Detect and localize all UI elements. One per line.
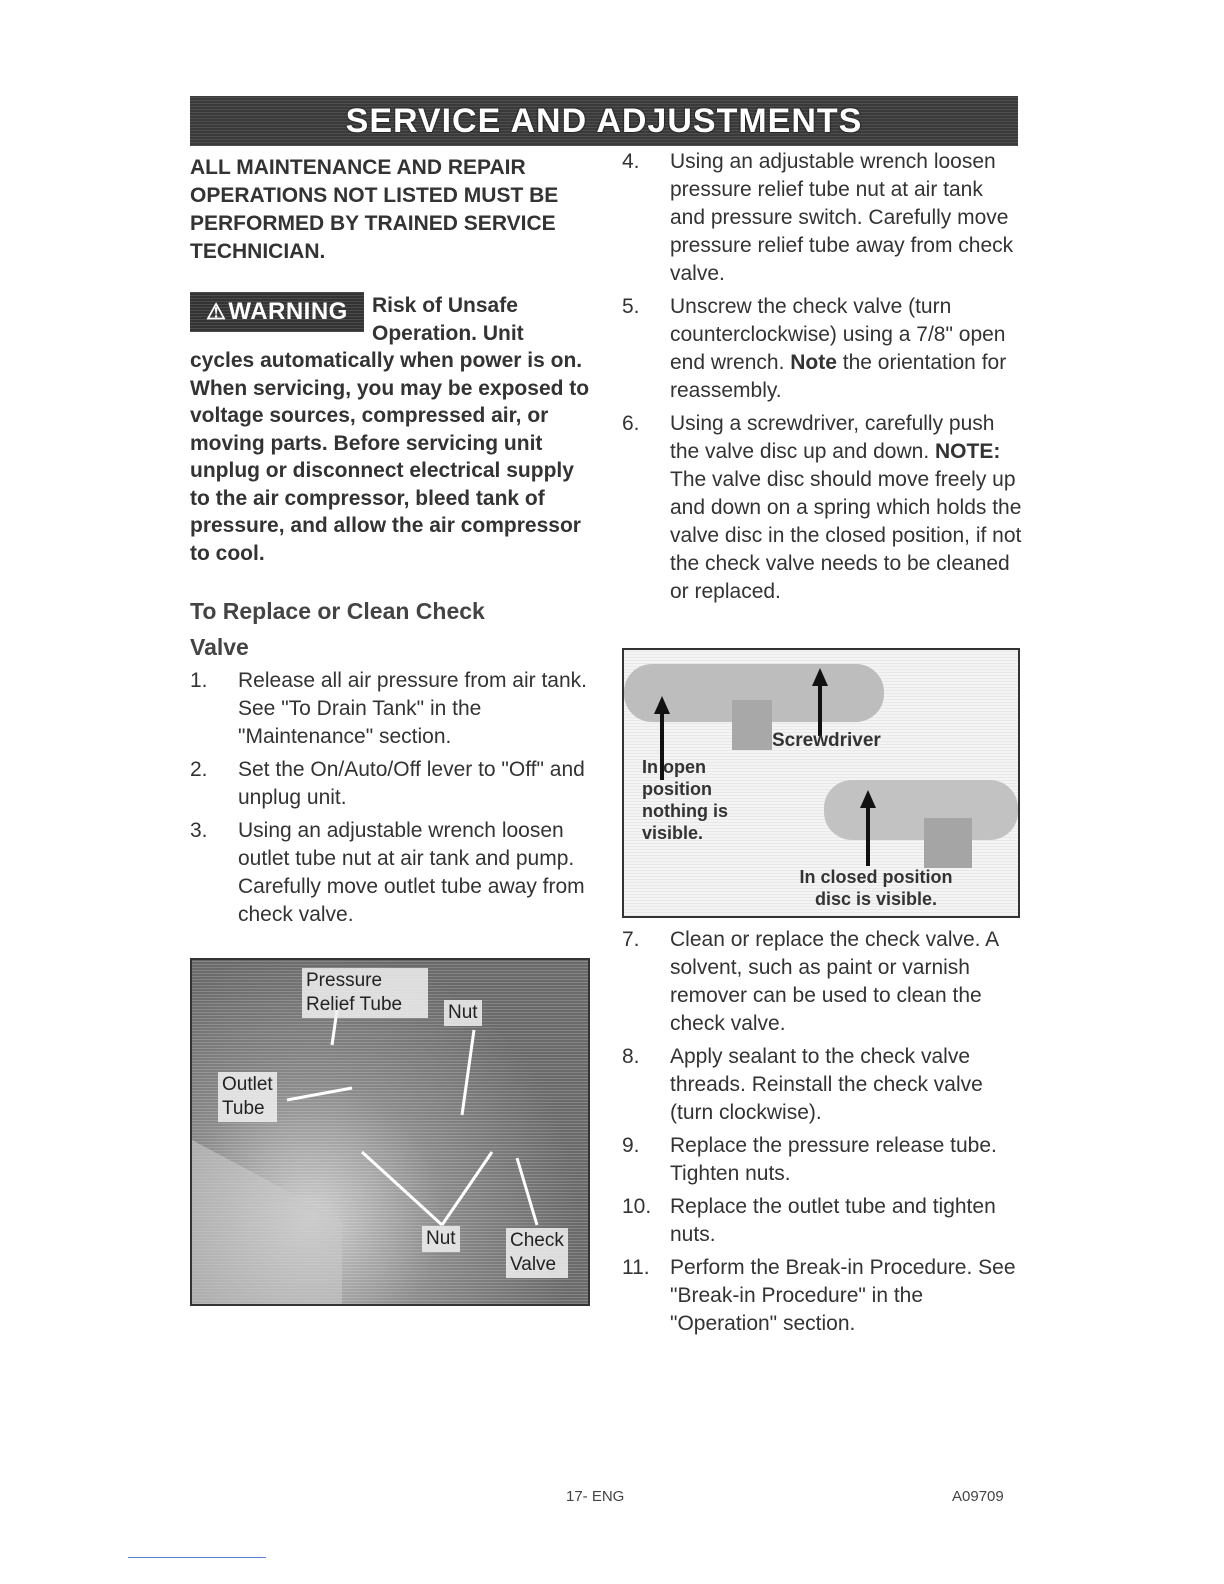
right-column-top — [622, 148, 1022, 611]
label-open-position — [642, 756, 728, 844]
step-number: 1. — [190, 669, 208, 692]
label-line: Check — [510, 1230, 564, 1251]
section-title — [190, 593, 590, 665]
valve-disc-photo — [622, 648, 1020, 918]
label-closed-position — [776, 866, 976, 910]
step-text: Using an adjustable wrench loosen pressure relief tube nut at air tank and pressure switch. Carefully move pressure relief tube away from check valve. — [670, 150, 1014, 285]
label-line: Relief Tube — [306, 994, 403, 1015]
label-nut-bottom: Nut — [422, 1226, 460, 1252]
label-line: position — [642, 779, 712, 799]
label-line: Valve — [510, 1254, 557, 1275]
step-number: 8. — [622, 1045, 640, 1068]
label-line: Outlet — [222, 1074, 273, 1095]
label-line: In open — [642, 757, 706, 777]
step-item — [190, 756, 590, 812]
step-item — [622, 926, 1022, 1038]
step-text: Clean or replace the check valve. A solvent, such as paint or varnish remover can be used to clean the check valve. — [670, 928, 999, 1035]
step-item — [190, 817, 590, 929]
step-number: 10. — [622, 1195, 652, 1218]
step-item — [622, 1132, 1022, 1188]
page-number: 17- ENG — [566, 1488, 625, 1505]
step-item — [622, 148, 1022, 288]
arrow-nut-bottom — [362, 1152, 442, 1225]
label-screwdriver: Screwdriver — [772, 730, 881, 751]
document-code: A09709 — [952, 1488, 1004, 1505]
label-line: visible. — [642, 823, 704, 843]
step-number: 6. — [622, 412, 640, 435]
label-outlet-tube — [218, 1072, 277, 1122]
step-text: Set the On/Auto/Off lever to "Off" and unplug unit. — [238, 758, 585, 809]
step-item — [622, 1193, 1022, 1249]
label-line: disc is visible. — [814, 889, 938, 909]
step-text-part: The valve disc should move freely up and down on a spring which holds the valve disc in the closed position, if not the check valve needs to be cleaned or replaced. — [670, 468, 1022, 603]
open-valve-fitting — [732, 700, 772, 750]
label-check-valve — [506, 1228, 568, 1278]
step-text: Perform the Break-in Procedure. See "Break-in Procedure" in the "Operation" section. — [670, 1256, 1016, 1335]
banner-title: SERVICE AND ADJUSTMENTS — [345, 101, 863, 140]
arrow-nut-bottom-2 — [442, 1152, 492, 1225]
label-pressure-relief-tube — [302, 968, 428, 1018]
step-number: 5. — [622, 295, 640, 318]
right-column-bottom — [622, 926, 1022, 1343]
maintenance-notice: ALL MAINTENANCE AND REPAIR OPERATIONS NOT LISTED MUST BE PERFORMED BY TRAINED SERVICE TECHNICIAN. — [190, 156, 559, 263]
step-text-part: Using a screwdriver, carefully push the valve disc up and down. — [670, 412, 995, 463]
left-column — [190, 154, 590, 934]
section-title-line1: To Replace or Clean Check — [190, 598, 485, 624]
step-text — [670, 293, 1022, 405]
warning-badge — [190, 292, 364, 332]
section-title-line2: Valve — [190, 634, 249, 660]
label-line: Tube — [222, 1098, 265, 1119]
step-text: Using an adjustable wrench loosen outlet tube nut at air tank and pump. Carefully move outlet tube away from check valve. — [238, 819, 585, 926]
step-text: Apply sealant to the check valve threads. Reinstall the check valve (turn clockwise). — [670, 1045, 983, 1124]
warning-badge-label: WARNING — [228, 298, 348, 326]
step-number: 4. — [622, 150, 640, 173]
step-text-bold: NOTE: — [935, 440, 1001, 463]
step-item — [622, 293, 1022, 405]
arrow-check-valve — [517, 1158, 537, 1225]
closed-valve-fitting — [924, 818, 972, 868]
step-text-bold: Note — [790, 351, 837, 374]
step-text: Release all air pressure from air tank. See "To Drain Tank" in the "Maintenance" section. — [238, 669, 587, 748]
step-item — [622, 1043, 1022, 1127]
arrow-nut-top — [462, 1030, 474, 1115]
section-banner — [190, 96, 1018, 146]
compressor-fins-shape — [192, 1140, 342, 1304]
step-text-part: the orientation for reassembly. — [670, 351, 1007, 402]
step-item — [622, 410, 1022, 606]
step-text: Replace the outlet tube and tighten nuts. — [670, 1195, 996, 1246]
label-line: Pressure — [306, 970, 383, 991]
label-nut-top: Nut — [444, 1000, 482, 1026]
step-number: 9. — [622, 1134, 640, 1157]
arrow-outlet-tube — [287, 1088, 352, 1100]
warning-triangle-icon: ⚠ — [206, 299, 227, 325]
step-item — [190, 667, 590, 751]
step-text-part: Unscrew the check valve (turn counterclockwise) using a 7/8" open end wrench. — [670, 295, 1006, 374]
warning-text: Risk of Unsafe Operation. Unit cycles automatically when power is on. When servicing, you may be exposed to voltage sources, compressed air, or moving parts. Before servicing unit unplug or disconnect electrical supply to the air compressor, bleed tank of pressure, and allow the air compressor to cool. — [190, 294, 590, 565]
step-number: 11. — [622, 1256, 650, 1279]
step-item — [622, 1254, 1022, 1338]
step-number: 7. — [622, 928, 640, 951]
left-steps — [190, 667, 590, 929]
closed-valve-shape — [824, 780, 1018, 840]
footer-rule — [128, 1557, 266, 1558]
label-line: In closed position — [799, 867, 953, 887]
step-number: 3. — [190, 819, 208, 842]
step-text — [670, 410, 1022, 606]
label-line: nothing is — [642, 801, 728, 821]
warning-block — [190, 292, 590, 567]
step-number: 2. — [190, 758, 208, 781]
check-valve-location-photo — [190, 958, 590, 1306]
step-text: Replace the pressure release tube. Tighten nuts. — [670, 1134, 997, 1185]
